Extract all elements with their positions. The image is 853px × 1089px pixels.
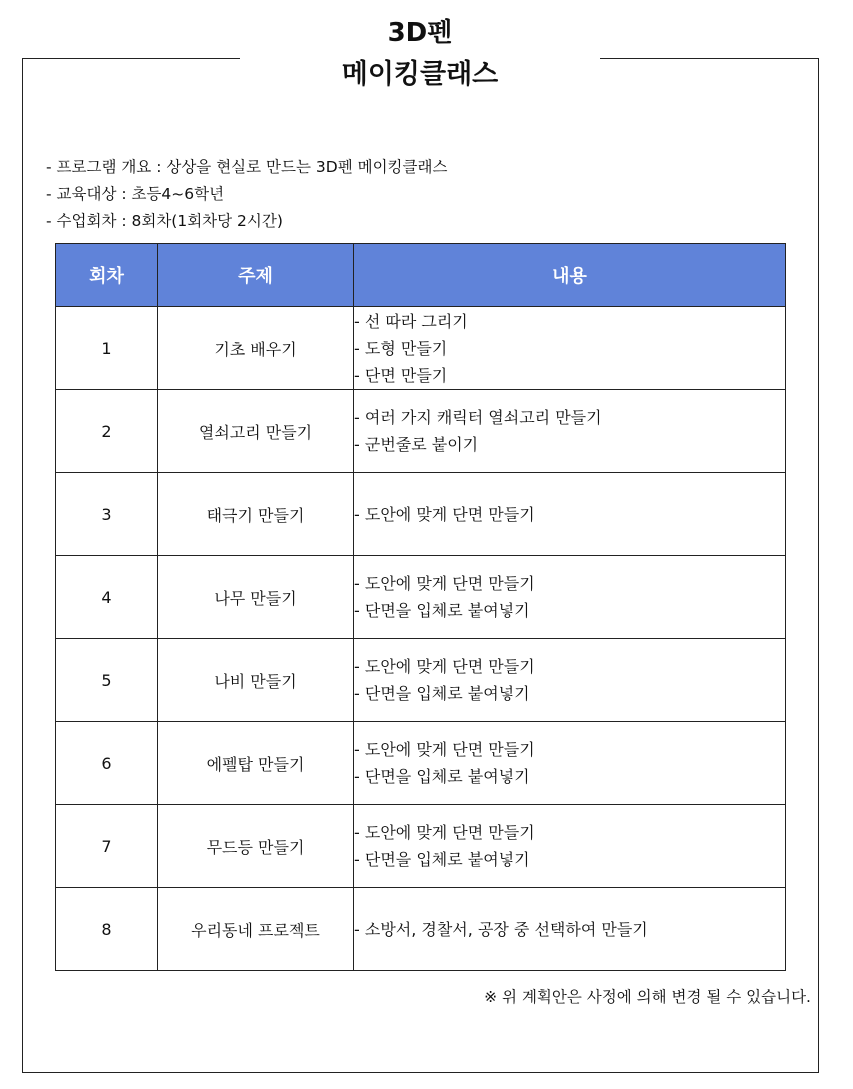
content-line: - 단면 만들기 <box>354 365 448 385</box>
table-row <box>56 639 786 722</box>
content-line: - 도안에 맞게 단면 만들기 <box>354 823 535 842</box>
content-line: - 여러 가지 캐릭터 열쇠고리 만들기 <box>354 408 602 427</box>
session-content <box>354 307 786 390</box>
content-line: - 단면을 입체로 붙여넣기 <box>354 601 530 620</box>
content-line: - 단면을 입체로 붙여넣기 <box>354 684 530 703</box>
session-topic: 에펠탑 만들기 <box>158 722 354 805</box>
content-line: - 단면을 입체로 붙여넣기 <box>354 850 530 869</box>
content-line: - 군번줄로 붙이기 <box>354 435 479 454</box>
header-topic: 주제 <box>158 244 354 307</box>
session-content <box>354 473 786 556</box>
session-topic: 무드등 만들기 <box>158 805 354 888</box>
session-number: 3 <box>56 473 158 556</box>
content-line: - 소방서, 경찰서, 공장 중 선택하여 만들기 <box>354 919 648 939</box>
target-audience: - 교육대상 : 초등4~6학년 <box>46 185 225 203</box>
session-content <box>354 805 786 888</box>
content-line: - 도안에 맞게 단면 만들기 <box>354 740 535 759</box>
content-line: - 선 따라 그리기 <box>354 311 468 331</box>
session-content <box>354 556 786 639</box>
session-content <box>354 888 786 971</box>
session-count: - 수업회차 : 8회차(1회차당 2시간) <box>46 212 283 230</box>
title-line-2: 메이킹클래스 <box>341 59 499 90</box>
table-row <box>56 473 786 556</box>
content-line: - 도안에 맞게 단면 만들기 <box>354 574 535 593</box>
session-topic: 나비 만들기 <box>158 639 354 722</box>
session-content <box>354 390 786 473</box>
session-topic: 나무 만들기 <box>158 556 354 639</box>
session-number: 7 <box>56 805 158 888</box>
program-overview: - 프로그램 개요 : 상상을 현실로 만드는 3D펜 메이킹클래스 <box>46 158 448 176</box>
session-content <box>354 639 786 722</box>
table-row <box>56 556 786 639</box>
table-row <box>56 307 786 390</box>
table-body <box>56 307 786 971</box>
header-content: 내용 <box>354 244 786 307</box>
table-row <box>56 888 786 971</box>
content-line: - 도형 만들기 <box>354 338 448 358</box>
session-number: 8 <box>56 888 158 971</box>
content-line: - 단면을 입체로 붙여넣기 <box>354 767 530 786</box>
session-topic: 열쇠고리 만들기 <box>158 390 354 473</box>
table-row <box>56 805 786 888</box>
session-number: 1 <box>56 307 158 390</box>
session-topic: 기초 배우기 <box>158 307 354 390</box>
content-line: - 도안에 맞게 단면 만들기 <box>354 657 535 676</box>
session-number: 4 <box>56 556 158 639</box>
session-content <box>354 722 786 805</box>
table-row <box>56 390 786 473</box>
table-row <box>56 722 786 805</box>
header-session: 회차 <box>56 244 158 307</box>
title-line-1: 3D펜 <box>387 18 453 48</box>
document-title <box>240 14 600 104</box>
program-info <box>46 154 447 235</box>
footnote: ※ 위 계획안은 사정에 의해 변경 될 수 있습니다. <box>484 988 811 1006</box>
session-number: 6 <box>56 722 158 805</box>
session-number: 5 <box>56 639 158 722</box>
session-topic: 태극기 만들기 <box>158 473 354 556</box>
table-header-row <box>56 244 786 307</box>
schedule-table <box>55 243 786 971</box>
session-topic: 우리동네 프로젝트 <box>158 888 354 971</box>
content-line: - 도안에 맞게 단면 만들기 <box>354 504 535 524</box>
session-number: 2 <box>56 390 158 473</box>
